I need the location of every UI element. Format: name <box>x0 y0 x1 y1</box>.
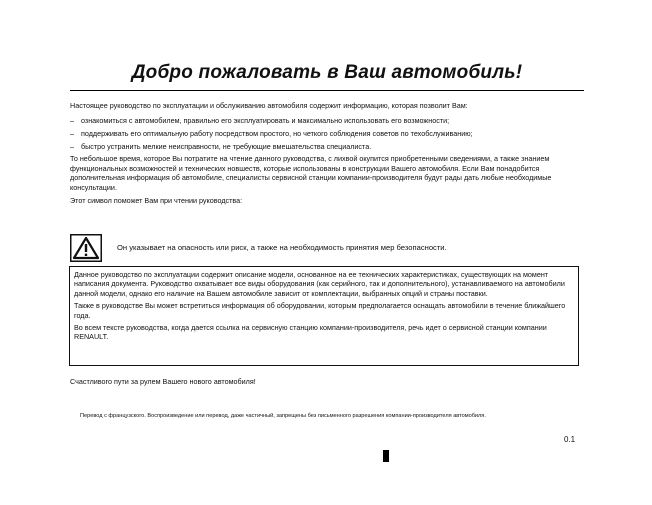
symbol-intro-text: Этот символ поможет Вам при чтении руководства: <box>70 196 243 205</box>
bullet-item <box>70 142 582 152</box>
title-underline <box>70 90 584 91</box>
warning-description: Он указывает на опасность или риск, а также на необходимость принятия мер безопасности. <box>117 243 447 252</box>
notice-paragraph: Во всем тексте руководства, когда дается ссылка на сервисную станцию компании-производителя, речь идет о сервисной станции компании RENAULT. <box>74 323 547 342</box>
bullet-text: ознакомиться с автомобилем, правильно его эксплуатировать и максимально использовать его возможности; <box>81 116 450 125</box>
closing-text: Счастливого пути за рулем Вашего нового автомобиля! <box>70 377 256 386</box>
notice-paragraph: Данное руководство по эксплуатации содержит описание модели, основанное на ее технических характеристиках, существующих на момент написания документа. Руководство охватывает все виды оборудования (как серийного, так и дополнительного), устанавливаемого на автомобили данной модели, однако его наличие на Вашем автомобиле зависит от комплектации, выбранных опций и страны поставки. <box>74 270 565 298</box>
page-title: Добро пожаловать в Ваш автомобиль! <box>131 62 523 83</box>
bullet-dash: – <box>70 142 74 151</box>
bullet-dash: – <box>70 116 74 125</box>
page-edge-marker <box>383 450 389 462</box>
bullet-item <box>70 116 582 126</box>
page-number: 0.1 <box>564 435 576 444</box>
intro-text: Настоящее руководство по эксплуатации и обслуживанию автомобиля содержит информацию, которая позволит Вам: <box>70 101 468 110</box>
bullet-dash: – <box>70 129 74 138</box>
notice-box <box>69 266 579 366</box>
intro-paragraph-2: То небольшое время, которое Вы потратите на чтение данного руководства, с лихвой окупится приобретенными сведениями, а также знанием функциональных возможностей и технических новшеств, которые использованы в конструкции Вашего автомобиля. Если Вам понадобится дополнительная информация об автомобиле, специалисты сервисной станции компании-производителя будут рады дать любые необходимые консультации. <box>70 154 552 192</box>
bullet-text: быстро устранить мелкие неисправности, не требующие вмешательства специалиста. <box>81 142 372 151</box>
copyright-footnote: Перевод с французского. Воспроизведение или перевод, даже частичный, запрещены без письменного разрешения компании-производителя автомобиля. <box>80 413 486 419</box>
bullet-text: поддерживать его оптимальную работу посредством простого, но четкого соблюдения советов по техобслуживанию; <box>81 129 473 138</box>
notice-paragraph: Также в руководстве Вы может встретиться информация об оборудовании, которым предполагается оснащать автомобили в течение ближайшего года. <box>74 301 566 320</box>
bullet-item <box>70 129 582 139</box>
warning-triangle-icon <box>70 234 102 262</box>
